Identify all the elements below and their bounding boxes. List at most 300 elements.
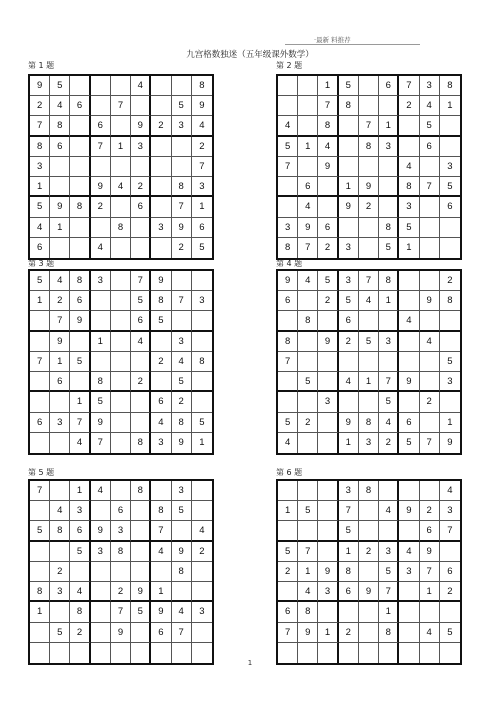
sudoku-cell bbox=[192, 392, 212, 412]
sudoku-cell: 4 bbox=[379, 413, 399, 433]
sudoku-cell bbox=[50, 542, 70, 562]
sudoku-cell: 8 bbox=[192, 352, 212, 372]
sudoku-cell bbox=[379, 521, 399, 541]
sudoku-cell: 8 bbox=[91, 372, 111, 392]
sudoku-cell bbox=[91, 623, 111, 643]
sudoku-cell: 9 bbox=[131, 116, 151, 136]
sudoku-cell: 2 bbox=[192, 542, 212, 562]
sudoku-cell bbox=[30, 501, 50, 521]
sudoku-cell: 6 bbox=[298, 177, 318, 197]
sudoku-cell bbox=[339, 392, 359, 412]
sudoku-cell: 6 bbox=[111, 501, 131, 521]
sudoku-cell bbox=[278, 392, 298, 412]
sudoku-cell bbox=[298, 521, 318, 541]
sudoku-cell: 6 bbox=[399, 413, 419, 433]
sudoku-cell: 7 bbox=[91, 137, 111, 157]
sudoku-cell: 6 bbox=[151, 623, 171, 643]
sudoku-cell: 2 bbox=[131, 177, 151, 197]
sudoku-cell: 7 bbox=[278, 623, 298, 643]
sudoku-cell bbox=[30, 311, 50, 331]
sudoku-cell: 3 bbox=[172, 481, 192, 501]
sudoku-cell: 7 bbox=[339, 501, 359, 521]
sudoku-cell bbox=[420, 238, 440, 258]
sudoku-cell: 8 bbox=[339, 96, 359, 116]
sudoku-cell bbox=[151, 157, 171, 177]
sudoku-cell: 1 bbox=[278, 501, 298, 521]
sudoku-cell: 7 bbox=[192, 157, 212, 177]
sudoku-cell bbox=[30, 332, 50, 352]
sudoku-cell: 2 bbox=[339, 623, 359, 643]
sudoku-cell bbox=[399, 271, 419, 291]
sudoku-cell bbox=[440, 392, 460, 412]
sudoku-cell: 3 bbox=[30, 157, 50, 177]
sudoku-cell: 5 bbox=[379, 238, 399, 258]
sudoku-cell: 7 bbox=[70, 413, 90, 433]
sudoku-cell: 6 bbox=[420, 137, 440, 157]
sudoku-cell: 5 bbox=[278, 137, 298, 157]
sudoku-cell: 3 bbox=[151, 433, 171, 453]
document-title: 九宫格数独迷（五年级课外数学） bbox=[186, 50, 314, 60]
sudoku-cell bbox=[192, 271, 212, 291]
sudoku-cell bbox=[192, 623, 212, 643]
puzzle-label: 第 5 题 bbox=[28, 468, 55, 477]
sudoku-cell: 8 bbox=[359, 137, 379, 157]
sudoku-cell: 2 bbox=[339, 332, 359, 352]
sudoku-cell: 3 bbox=[379, 137, 399, 157]
sudoku-cell: 3 bbox=[131, 137, 151, 157]
sudoku-cell bbox=[420, 271, 440, 291]
sudoku-cell bbox=[111, 481, 131, 501]
sudoku-cell bbox=[359, 392, 379, 412]
page-number: 1 bbox=[247, 659, 253, 667]
sudoku-cell: 4 bbox=[172, 352, 192, 372]
sudoku-cell bbox=[192, 332, 212, 352]
sudoku-cell: 9 bbox=[339, 413, 359, 433]
sudoku-cell: 6 bbox=[30, 238, 50, 258]
sudoku-grid bbox=[28, 74, 214, 260]
sudoku-cell: 1 bbox=[298, 137, 318, 157]
sudoku-cell: 8 bbox=[318, 116, 338, 136]
sudoku-cell: 1 bbox=[318, 623, 338, 643]
sudoku-cell bbox=[318, 433, 338, 453]
sudoku-cell: 4 bbox=[70, 433, 90, 453]
sudoku-cell: 9 bbox=[172, 542, 192, 562]
sudoku-cell: 2 bbox=[318, 238, 338, 258]
sudoku-cell bbox=[379, 311, 399, 331]
sudoku-cell: 9 bbox=[50, 197, 70, 217]
sudoku-cell bbox=[192, 582, 212, 602]
sudoku-cell bbox=[278, 177, 298, 197]
sudoku-cell bbox=[298, 157, 318, 177]
sudoku-cell: 3 bbox=[379, 332, 399, 352]
sudoku-cell bbox=[278, 372, 298, 392]
sudoku-cell: 3 bbox=[420, 76, 440, 96]
sudoku-cell bbox=[172, 157, 192, 177]
sudoku-cell: 5 bbox=[440, 352, 460, 372]
sudoku-cell bbox=[111, 413, 131, 433]
sudoku-cell: 6 bbox=[420, 521, 440, 541]
sudoku-cell bbox=[172, 271, 192, 291]
sudoku-cell bbox=[111, 332, 131, 352]
sudoku-cell: 9 bbox=[318, 332, 338, 352]
sudoku-cell: 7 bbox=[278, 352, 298, 372]
sudoku-cell: 3 bbox=[91, 271, 111, 291]
sudoku-cell bbox=[298, 433, 318, 453]
sudoku-cell bbox=[359, 501, 379, 521]
sudoku-cell bbox=[111, 238, 131, 258]
sudoku-cell bbox=[440, 116, 460, 136]
sudoku-cell bbox=[131, 392, 151, 412]
sudoku-cell: 1 bbox=[440, 96, 460, 116]
sudoku-cell bbox=[50, 238, 70, 258]
sudoku-cell bbox=[70, 562, 90, 582]
sudoku-cell bbox=[172, 137, 192, 157]
sudoku-cell: 5 bbox=[318, 271, 338, 291]
sudoku-cell: 5 bbox=[399, 433, 419, 453]
sudoku-cell: 9 bbox=[420, 291, 440, 311]
sudoku-cell bbox=[70, 332, 90, 352]
sudoku-cell bbox=[151, 332, 171, 352]
sudoku-cell: 6 bbox=[379, 76, 399, 96]
sudoku-cell: 7 bbox=[420, 433, 440, 453]
sudoku-cell: 7 bbox=[420, 562, 440, 582]
sudoku-cell: 4 bbox=[298, 197, 318, 217]
sudoku-cell: 2 bbox=[131, 372, 151, 392]
sudoku-cell: 9 bbox=[318, 562, 338, 582]
sudoku-cell bbox=[192, 481, 212, 501]
sudoku-cell: 9 bbox=[399, 372, 419, 392]
sudoku-cell: 4 bbox=[30, 218, 50, 238]
sudoku-cell bbox=[339, 116, 359, 136]
sudoku-cell: 9 bbox=[151, 271, 171, 291]
sudoku-cell bbox=[151, 562, 171, 582]
sudoku-cell: 8 bbox=[70, 602, 90, 622]
sudoku-cell: 3 bbox=[151, 218, 171, 238]
sudoku-cell: 8 bbox=[339, 562, 359, 582]
sudoku-cell bbox=[399, 332, 419, 352]
sudoku-cell bbox=[339, 137, 359, 157]
sudoku-cell bbox=[420, 602, 440, 622]
sudoku-cell: 3 bbox=[440, 157, 460, 177]
sudoku-cell bbox=[91, 501, 111, 521]
sudoku-cell: 4 bbox=[91, 238, 111, 258]
sudoku-cell: 5 bbox=[50, 623, 70, 643]
sudoku-cell bbox=[399, 481, 419, 501]
sudoku-cell: 8 bbox=[172, 562, 192, 582]
sudoku-cell: 7 bbox=[318, 96, 338, 116]
sudoku-cell bbox=[91, 96, 111, 116]
sudoku-cell: 8 bbox=[359, 481, 379, 501]
sudoku-cell: 1 bbox=[318, 76, 338, 96]
sudoku-cell: 2 bbox=[379, 433, 399, 453]
header-rule bbox=[285, 44, 420, 45]
sudoku-cell: 5 bbox=[172, 501, 192, 521]
sudoku-cell: 1 bbox=[91, 332, 111, 352]
sudoku-cell bbox=[318, 481, 338, 501]
sudoku-cell: 1 bbox=[379, 116, 399, 136]
sudoku-cell bbox=[420, 413, 440, 433]
sudoku-cell bbox=[298, 116, 318, 136]
sudoku-cell: 7 bbox=[278, 157, 298, 177]
sudoku-cell bbox=[359, 521, 379, 541]
sudoku-cell: 6 bbox=[440, 197, 460, 217]
sudoku-cell: 3 bbox=[339, 481, 359, 501]
sudoku-cell: 9 bbox=[91, 521, 111, 541]
sudoku-cell: 4 bbox=[278, 433, 298, 453]
sudoku-cell: 2 bbox=[399, 96, 419, 116]
sudoku-cell bbox=[131, 501, 151, 521]
puzzle-label: 第 4 题 bbox=[276, 259, 303, 268]
sudoku-grid bbox=[276, 479, 462, 665]
sudoku-cell: 3 bbox=[318, 392, 338, 412]
sudoku-cell: 6 bbox=[50, 372, 70, 392]
sudoku-cell: 4 bbox=[91, 481, 111, 501]
sudoku-cell: 9 bbox=[359, 177, 379, 197]
sudoku-cell: 3 bbox=[339, 271, 359, 291]
sudoku-cell: 5 bbox=[420, 116, 440, 136]
sudoku-cell: 8 bbox=[440, 76, 460, 96]
sudoku-cell: 6 bbox=[50, 137, 70, 157]
sudoku-grid bbox=[28, 479, 214, 665]
sudoku-cell bbox=[131, 352, 151, 372]
sudoku-cell: 8 bbox=[172, 177, 192, 197]
sudoku-cell: 4 bbox=[420, 332, 440, 352]
sudoku-cell: 5 bbox=[278, 413, 298, 433]
sudoku-cell: 9 bbox=[131, 582, 151, 602]
sudoku-cell: 1 bbox=[151, 582, 171, 602]
sudoku-cell bbox=[298, 352, 318, 372]
sudoku-cell bbox=[172, 582, 192, 602]
sudoku-cell: 3 bbox=[192, 177, 212, 197]
sudoku-grid bbox=[276, 269, 462, 455]
sudoku-cell bbox=[151, 96, 171, 116]
sudoku-cell: 8 bbox=[278, 238, 298, 258]
sudoku-cell: 2 bbox=[151, 116, 171, 136]
sudoku-cell: 8 bbox=[192, 76, 212, 96]
sudoku-cell bbox=[30, 623, 50, 643]
sudoku-cell bbox=[151, 238, 171, 258]
sudoku-cell bbox=[359, 218, 379, 238]
sudoku-cell bbox=[70, 116, 90, 136]
sudoku-cell: 1 bbox=[30, 291, 50, 311]
header-note: ·最新 料推荐 bbox=[310, 35, 355, 44]
sudoku-cell: 3 bbox=[440, 501, 460, 521]
sudoku-cell: 7 bbox=[298, 542, 318, 562]
sudoku-cell bbox=[111, 562, 131, 582]
sudoku-cell bbox=[50, 481, 70, 501]
sudoku-cell bbox=[30, 392, 50, 412]
sudoku-cell bbox=[298, 291, 318, 311]
sudoku-cell: 4 bbox=[359, 291, 379, 311]
sudoku-cell: 6 bbox=[131, 311, 151, 331]
sudoku-cell: 8 bbox=[359, 413, 379, 433]
sudoku-cell: 4 bbox=[50, 501, 70, 521]
sudoku-cell bbox=[318, 372, 338, 392]
sudoku-cell: 4 bbox=[131, 332, 151, 352]
sudoku-cell: 1 bbox=[420, 582, 440, 602]
sudoku-cell: 7 bbox=[111, 96, 131, 116]
sudoku-cell: 8 bbox=[30, 582, 50, 602]
sudoku-cell: 1 bbox=[339, 433, 359, 453]
sudoku-cell bbox=[399, 291, 419, 311]
sudoku-cell: 4 bbox=[399, 311, 419, 331]
sudoku-cell: 8 bbox=[131, 433, 151, 453]
sudoku-cell: 7 bbox=[111, 602, 131, 622]
sudoku-cell bbox=[192, 562, 212, 582]
sudoku-cell bbox=[318, 542, 338, 562]
sudoku-cell bbox=[420, 197, 440, 217]
sudoku-cell bbox=[278, 481, 298, 501]
sudoku-cell: 2 bbox=[70, 623, 90, 643]
sudoku-cell: 8 bbox=[30, 137, 50, 157]
sudoku-cell: 4 bbox=[339, 372, 359, 392]
sudoku-cell: 8 bbox=[50, 521, 70, 541]
sudoku-cell: 4 bbox=[70, 582, 90, 602]
sudoku-cell: 6 bbox=[339, 582, 359, 602]
sudoku-cell: 4 bbox=[278, 116, 298, 136]
sudoku-grid bbox=[276, 74, 462, 260]
sudoku-cell: 7 bbox=[30, 116, 50, 136]
puzzle-label: 第 2 题 bbox=[276, 61, 303, 70]
sudoku-cell bbox=[278, 197, 298, 217]
sudoku-cell: 8 bbox=[278, 332, 298, 352]
sudoku-cell: 4 bbox=[420, 96, 440, 116]
sudoku-cell: 8 bbox=[440, 291, 460, 311]
sudoku-cell bbox=[399, 602, 419, 622]
sudoku-cell bbox=[111, 197, 131, 217]
sudoku-cell bbox=[420, 352, 440, 372]
sudoku-cell: 8 bbox=[70, 271, 90, 291]
sudoku-cell bbox=[91, 157, 111, 177]
sudoku-cell bbox=[50, 602, 70, 622]
sudoku-cell bbox=[70, 177, 90, 197]
sudoku-cell bbox=[50, 177, 70, 197]
sudoku-cell: 2 bbox=[440, 271, 460, 291]
sudoku-cell: 5 bbox=[298, 372, 318, 392]
sudoku-cell: 8 bbox=[151, 501, 171, 521]
sudoku-cell bbox=[318, 501, 338, 521]
sudoku-cell bbox=[91, 218, 111, 238]
sudoku-cell bbox=[359, 352, 379, 372]
sudoku-cell: 9 bbox=[318, 157, 338, 177]
sudoku-cell: 7 bbox=[399, 76, 419, 96]
sudoku-cell bbox=[359, 157, 379, 177]
sudoku-cell bbox=[172, 311, 192, 331]
sudoku-cell bbox=[318, 311, 338, 331]
sudoku-cell: 2 bbox=[420, 392, 440, 412]
sudoku-cell: 2 bbox=[30, 96, 50, 116]
sudoku-cell: 4 bbox=[172, 602, 192, 622]
sudoku-cell bbox=[70, 238, 90, 258]
sudoku-cell bbox=[278, 311, 298, 331]
sudoku-cell: 5 bbox=[131, 602, 151, 622]
sudoku-cell: 5 bbox=[30, 271, 50, 291]
sudoku-cell bbox=[399, 392, 419, 412]
sudoku-cell bbox=[70, 76, 90, 96]
sudoku-cell bbox=[91, 76, 111, 96]
sudoku-cell: 1 bbox=[50, 352, 70, 372]
sudoku-cell bbox=[192, 311, 212, 331]
sudoku-cell bbox=[111, 311, 131, 331]
sudoku-cell bbox=[111, 291, 131, 311]
sudoku-cell: 2 bbox=[359, 197, 379, 217]
sudoku-cell: 2 bbox=[278, 562, 298, 582]
sudoku-cell: 2 bbox=[359, 542, 379, 562]
sudoku-cell bbox=[420, 218, 440, 238]
sudoku-cell: 4 bbox=[151, 413, 171, 433]
sudoku-cell bbox=[111, 157, 131, 177]
sudoku-cell: 4 bbox=[440, 481, 460, 501]
sudoku-cell: 3 bbox=[192, 291, 212, 311]
sudoku-cell bbox=[91, 562, 111, 582]
sudoku-cell bbox=[298, 76, 318, 96]
sudoku-cell bbox=[399, 137, 419, 157]
sudoku-cell: 5 bbox=[298, 501, 318, 521]
sudoku-cell: 2 bbox=[420, 501, 440, 521]
sudoku-cell: 8 bbox=[298, 311, 318, 331]
sudoku-cell: 2 bbox=[172, 392, 192, 412]
sudoku-cell: 1 bbox=[440, 413, 460, 433]
sudoku-cell: 1 bbox=[30, 177, 50, 197]
sudoku-cell bbox=[399, 582, 419, 602]
sudoku-cell: 4 bbox=[111, 177, 131, 197]
sudoku-cell: 7 bbox=[379, 372, 399, 392]
sudoku-cell: 9 bbox=[30, 76, 50, 96]
sudoku-cell bbox=[111, 372, 131, 392]
sudoku-cell: 6 bbox=[339, 311, 359, 331]
sudoku-cell: 3 bbox=[111, 521, 131, 541]
sudoku-cell bbox=[440, 602, 460, 622]
sudoku-cell: 5 bbox=[151, 311, 171, 331]
sudoku-cell bbox=[420, 311, 440, 331]
sudoku-cell bbox=[359, 562, 379, 582]
sudoku-cell: 5 bbox=[91, 392, 111, 412]
sudoku-cell: 9 bbox=[298, 623, 318, 643]
sudoku-cell bbox=[192, 372, 212, 392]
sudoku-cell bbox=[339, 602, 359, 622]
sudoku-cell: 5 bbox=[339, 291, 359, 311]
sudoku-cell: 9 bbox=[172, 433, 192, 453]
sudoku-cell bbox=[91, 352, 111, 372]
sudoku-cell: 3 bbox=[50, 413, 70, 433]
sudoku-cell: 7 bbox=[379, 582, 399, 602]
sudoku-cell: 5 bbox=[440, 177, 460, 197]
sudoku-cell: 8 bbox=[151, 291, 171, 311]
sudoku-cell bbox=[440, 332, 460, 352]
sudoku-cell: 2 bbox=[151, 352, 171, 372]
sudoku-cell: 4 bbox=[50, 271, 70, 291]
sudoku-cell: 3 bbox=[172, 116, 192, 136]
sudoku-cell bbox=[298, 392, 318, 412]
sudoku-cell: 7 bbox=[359, 271, 379, 291]
sudoku-cell bbox=[399, 116, 419, 136]
sudoku-cell bbox=[151, 76, 171, 96]
sudoku-cell bbox=[318, 352, 338, 372]
sudoku-cell bbox=[151, 372, 171, 392]
sudoku-cell: 2 bbox=[111, 582, 131, 602]
puzzle-label: 第 1 题 bbox=[28, 61, 55, 70]
sudoku-cell bbox=[91, 582, 111, 602]
sudoku-cell bbox=[30, 562, 50, 582]
sudoku-cell: 5 bbox=[172, 372, 192, 392]
sudoku-cell: 3 bbox=[399, 562, 419, 582]
sudoku-cell bbox=[399, 521, 419, 541]
sudoku-cell: 9 bbox=[151, 602, 171, 622]
sudoku-cell: 7 bbox=[151, 521, 171, 541]
sudoku-cell: 3 bbox=[318, 582, 338, 602]
sudoku-cell: 9 bbox=[192, 96, 212, 116]
sudoku-cell: 2 bbox=[298, 413, 318, 433]
